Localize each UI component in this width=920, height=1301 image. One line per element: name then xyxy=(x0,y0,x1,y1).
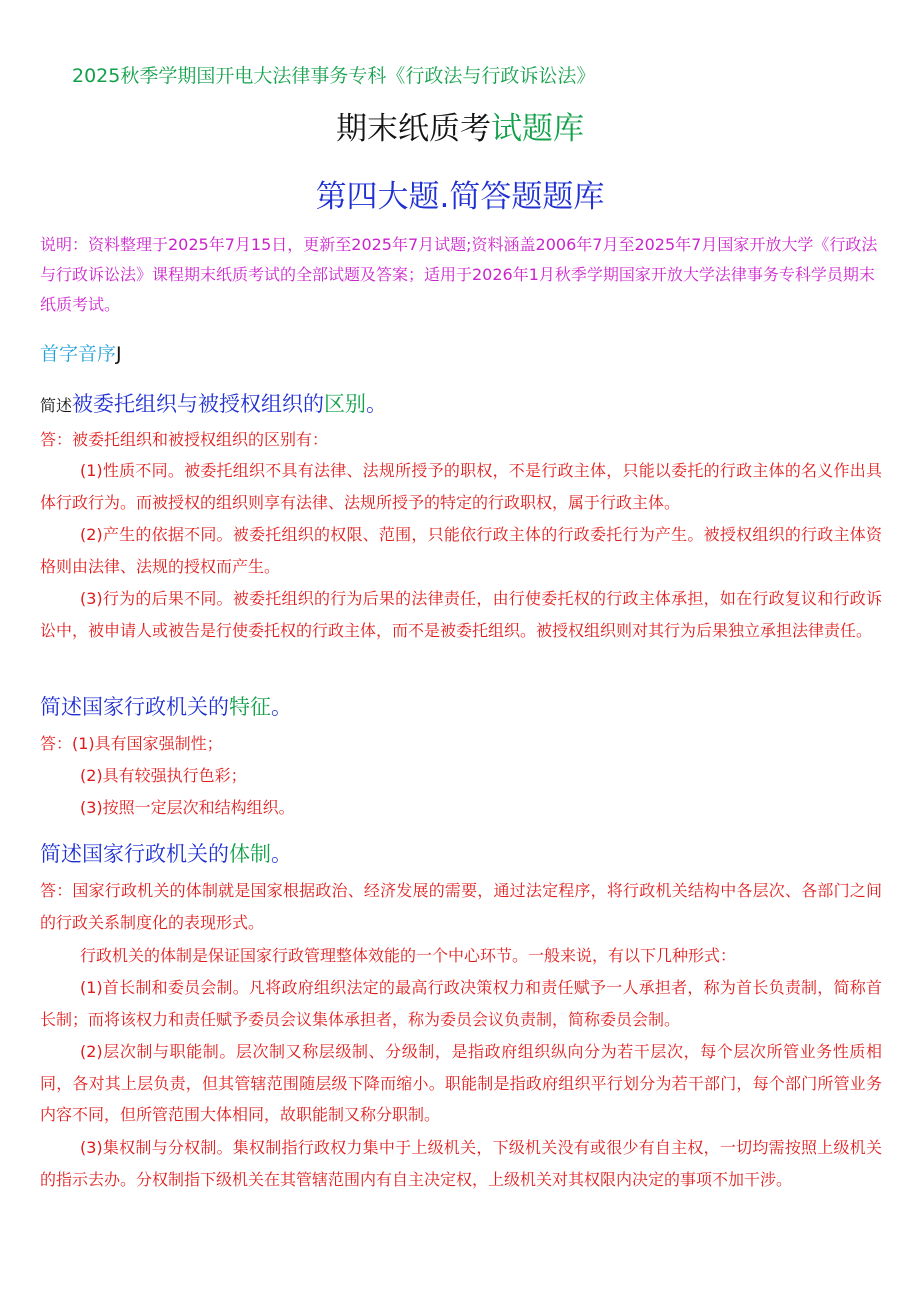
question-heading-3 xyxy=(40,839,292,869)
answer-item: (2)具有较强执行色彩； xyxy=(80,766,247,785)
sort-indicator xyxy=(40,340,122,368)
answer-paragraph: (2)层次制与职能制。层次制又称层级制、分级制，是指政府组织纵向分为若干层次，每个层次所管业务性质相同，各对其上层负责，但其管辖范围随层级下降而缩小。职能制是指政府组织平行划分为若干部门，每个部门所管业务内容不同，但所管范围大体相同，故职能制又称分职制。 xyxy=(40,1042,882,1124)
question-heading-1 xyxy=(40,389,387,421)
question-end: 。 xyxy=(271,695,292,719)
exam-title xyxy=(0,108,920,150)
course-header: 2025秋季学期国开电大法律事务专科《行政法与行政诉讼法》 xyxy=(72,65,596,87)
question-keyword: 特征 xyxy=(229,695,271,719)
answer-paragraph: (1)性质不同。被委托组织不具有法律、法规所授予的职权，不是行政主体，只能以委托的行政主体的名义作出具体行政行为。而被授权的组织则享有法律、法规所授予的特定的行政职权，属于行政主体。 xyxy=(40,461,882,512)
sort-label: 首字音序 xyxy=(40,343,117,365)
question-end: 。 xyxy=(271,842,292,866)
answer-paragraph: (3)行为的后果不同。被委托组织的行为后果的法律责任，由行使委托权的行政主体承担，如在行政复议和行政诉讼中，被申请人或被告是行使委托权的行政主体，而不是被委托组织。被授权组织则对其行为后果独立承担法律责任。 xyxy=(40,589,882,640)
answer-paragraph: 答：国家行政机关的体制就是国家根据政治、经济发展的需要，通过法定程序，将行政机关结构中各层次、各部门之间的行政关系制度化的表现形式。 xyxy=(40,881,882,932)
question-keyword: 体制 xyxy=(229,842,271,866)
question-heading-2 xyxy=(40,692,292,722)
question-keyword: 区别 xyxy=(324,392,367,416)
answer-intro: 答：被委托组织和被授权组织的区别有： xyxy=(40,430,329,449)
exam-title-main: 期末纸质考 xyxy=(336,111,491,147)
answer-paragraph: (2)产生的依据不同。被委托组织的权限、范围，只能依行政主体的行政委托行为产生。被授权组织的行政主体资格则由法律、法规的授权而产生。 xyxy=(40,525,882,576)
answer-paragraph: 行政机关的体制是保证国家行政管理整体效能的一个中心环节。一般来说，有以下几种形式： xyxy=(80,946,737,965)
answer-item: (3)按照一定层次和结构组织。 xyxy=(80,798,295,817)
section-title: 第四大题.简答题题库 xyxy=(315,179,605,215)
question-body: 简述国家行政机关的 xyxy=(40,695,229,719)
note-paragraph: 说明：资料整理于2025年7月15日，更新至2025年7月试题;资料涵盖2006年7月至2025年7月国家开放大学《行政法与行政诉讼法》课程期末纸质考试的全部试题及答案；适用于2026年1月秋季学期国家开放大学法律事务专科学员期末纸质考试。 xyxy=(40,235,878,314)
question-lead: 简述 xyxy=(40,396,73,415)
sort-letter: J xyxy=(116,343,122,365)
answer-paragraph: (1)首长制和委员会制。凡将政府组织法定的最高行政决策权力和责任赋予一人承担者，称为首长负责制，简称首长制；而将该权力和责任赋予委员会议集体承担者，称为委员会议负责制，简称委员会制。 xyxy=(40,978,882,1029)
question-body: 被委托组织与被授权组织的 xyxy=(72,392,325,416)
answer-item: 答：(1)具有国家强制性； xyxy=(40,734,223,753)
answer-paragraph: (3)集权制与分权制。集权制指行政权力集中于上级机关，下级机关没有或很少有自主权，一切均需按照上级机关的指示去办。分权制指下级机关在其管辖范围内有自主决定权，上级机关对其权限内决定的事项不加干涉。 xyxy=(40,1138,882,1189)
question-end: 。 xyxy=(366,392,388,416)
question-body: 简述国家行政机关的 xyxy=(40,842,229,866)
exam-title-accent: 试题库 xyxy=(491,111,584,147)
